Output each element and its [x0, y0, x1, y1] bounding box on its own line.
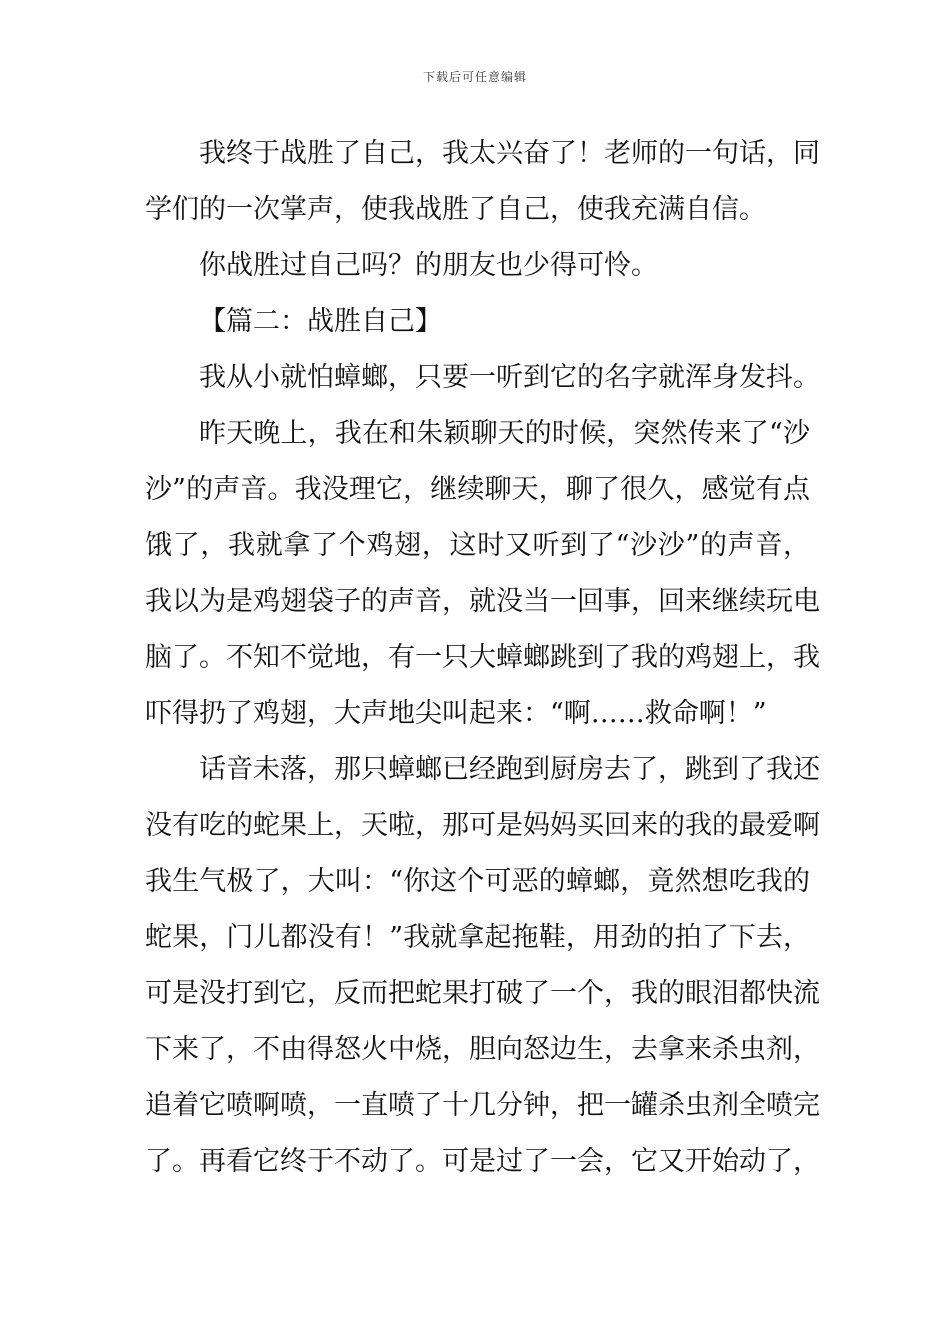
section-heading: 【篇二：战胜自己】 [199, 306, 442, 337]
paragraph-line: 我终于战胜了自己，我太兴奋了！老师的一句话，同 [199, 138, 820, 169]
paragraph-line: 下来了，不由得怒火中烧，胆向怒边生，去拿来杀虫剂， [145, 1034, 820, 1065]
paragraph-line: 蛇果，门儿都没有！”我就拿起拖鞋，用劲的拍了下去， [145, 922, 810, 953]
paragraph-line: 沙”的声音。我没理它，继续聊天，聊了很久，感觉有点 [145, 474, 810, 505]
paragraph-line: 吓得扔了鸡翅，大声地尖叫起来：“啊……救命啊！” [145, 698, 767, 729]
paragraph-line: 我以为是鸡翅袋子的声音，就没当一回事，回来继续玩电 [145, 586, 820, 617]
paragraph-line: 我从小就怕蟑螂，只要一听到它的名字就浑身发抖。 [199, 362, 820, 393]
paragraph-line: 话音未落，那只蟑螂已经跑到厨房去了，跳到了我还 [199, 754, 820, 785]
paragraph-line: 追着它喷啊喷，一直喷了十几分钟，把一罐杀虫剂全喷完 [145, 1090, 820, 1121]
page-header-note: 下载后可任意编辑 [422, 70, 527, 84]
paragraph-line: 学们的一次掌声，使我战胜了自己，使我充满自信。 [145, 194, 766, 225]
paragraph-line: 饿了，我就拿了个鸡翅，这时又听到了“沙沙”的声音， [145, 530, 810, 561]
paragraph-line: 脑了。不知不觉地，有一只大蟑螂跳到了我的鸡翅上，我 [145, 642, 820, 673]
paragraph-line: 昨天晚上，我在和朱颖聊天的时候，突然传来了“沙 [199, 418, 810, 449]
paragraph-line: 我生气极了，大叫：“你这个可恶的蟑螂，竟然想吃我的 [145, 866, 810, 897]
paragraph-line: 你战胜过自己吗？的朋友也少得可怜。 [199, 250, 658, 281]
paragraph-line: 了。再看它终于不动了。可是过了一会，它又开始动了， [145, 1146, 820, 1177]
paragraph-line: 没有吃的蛇果上，天啦，那可是妈妈买回来的我的最爱啊 [145, 810, 820, 841]
document-body [145, 126, 820, 1190]
paragraph-line: 可是没打到它，反而把蛇果打破了一个，我的眼泪都快流 [145, 978, 820, 1009]
